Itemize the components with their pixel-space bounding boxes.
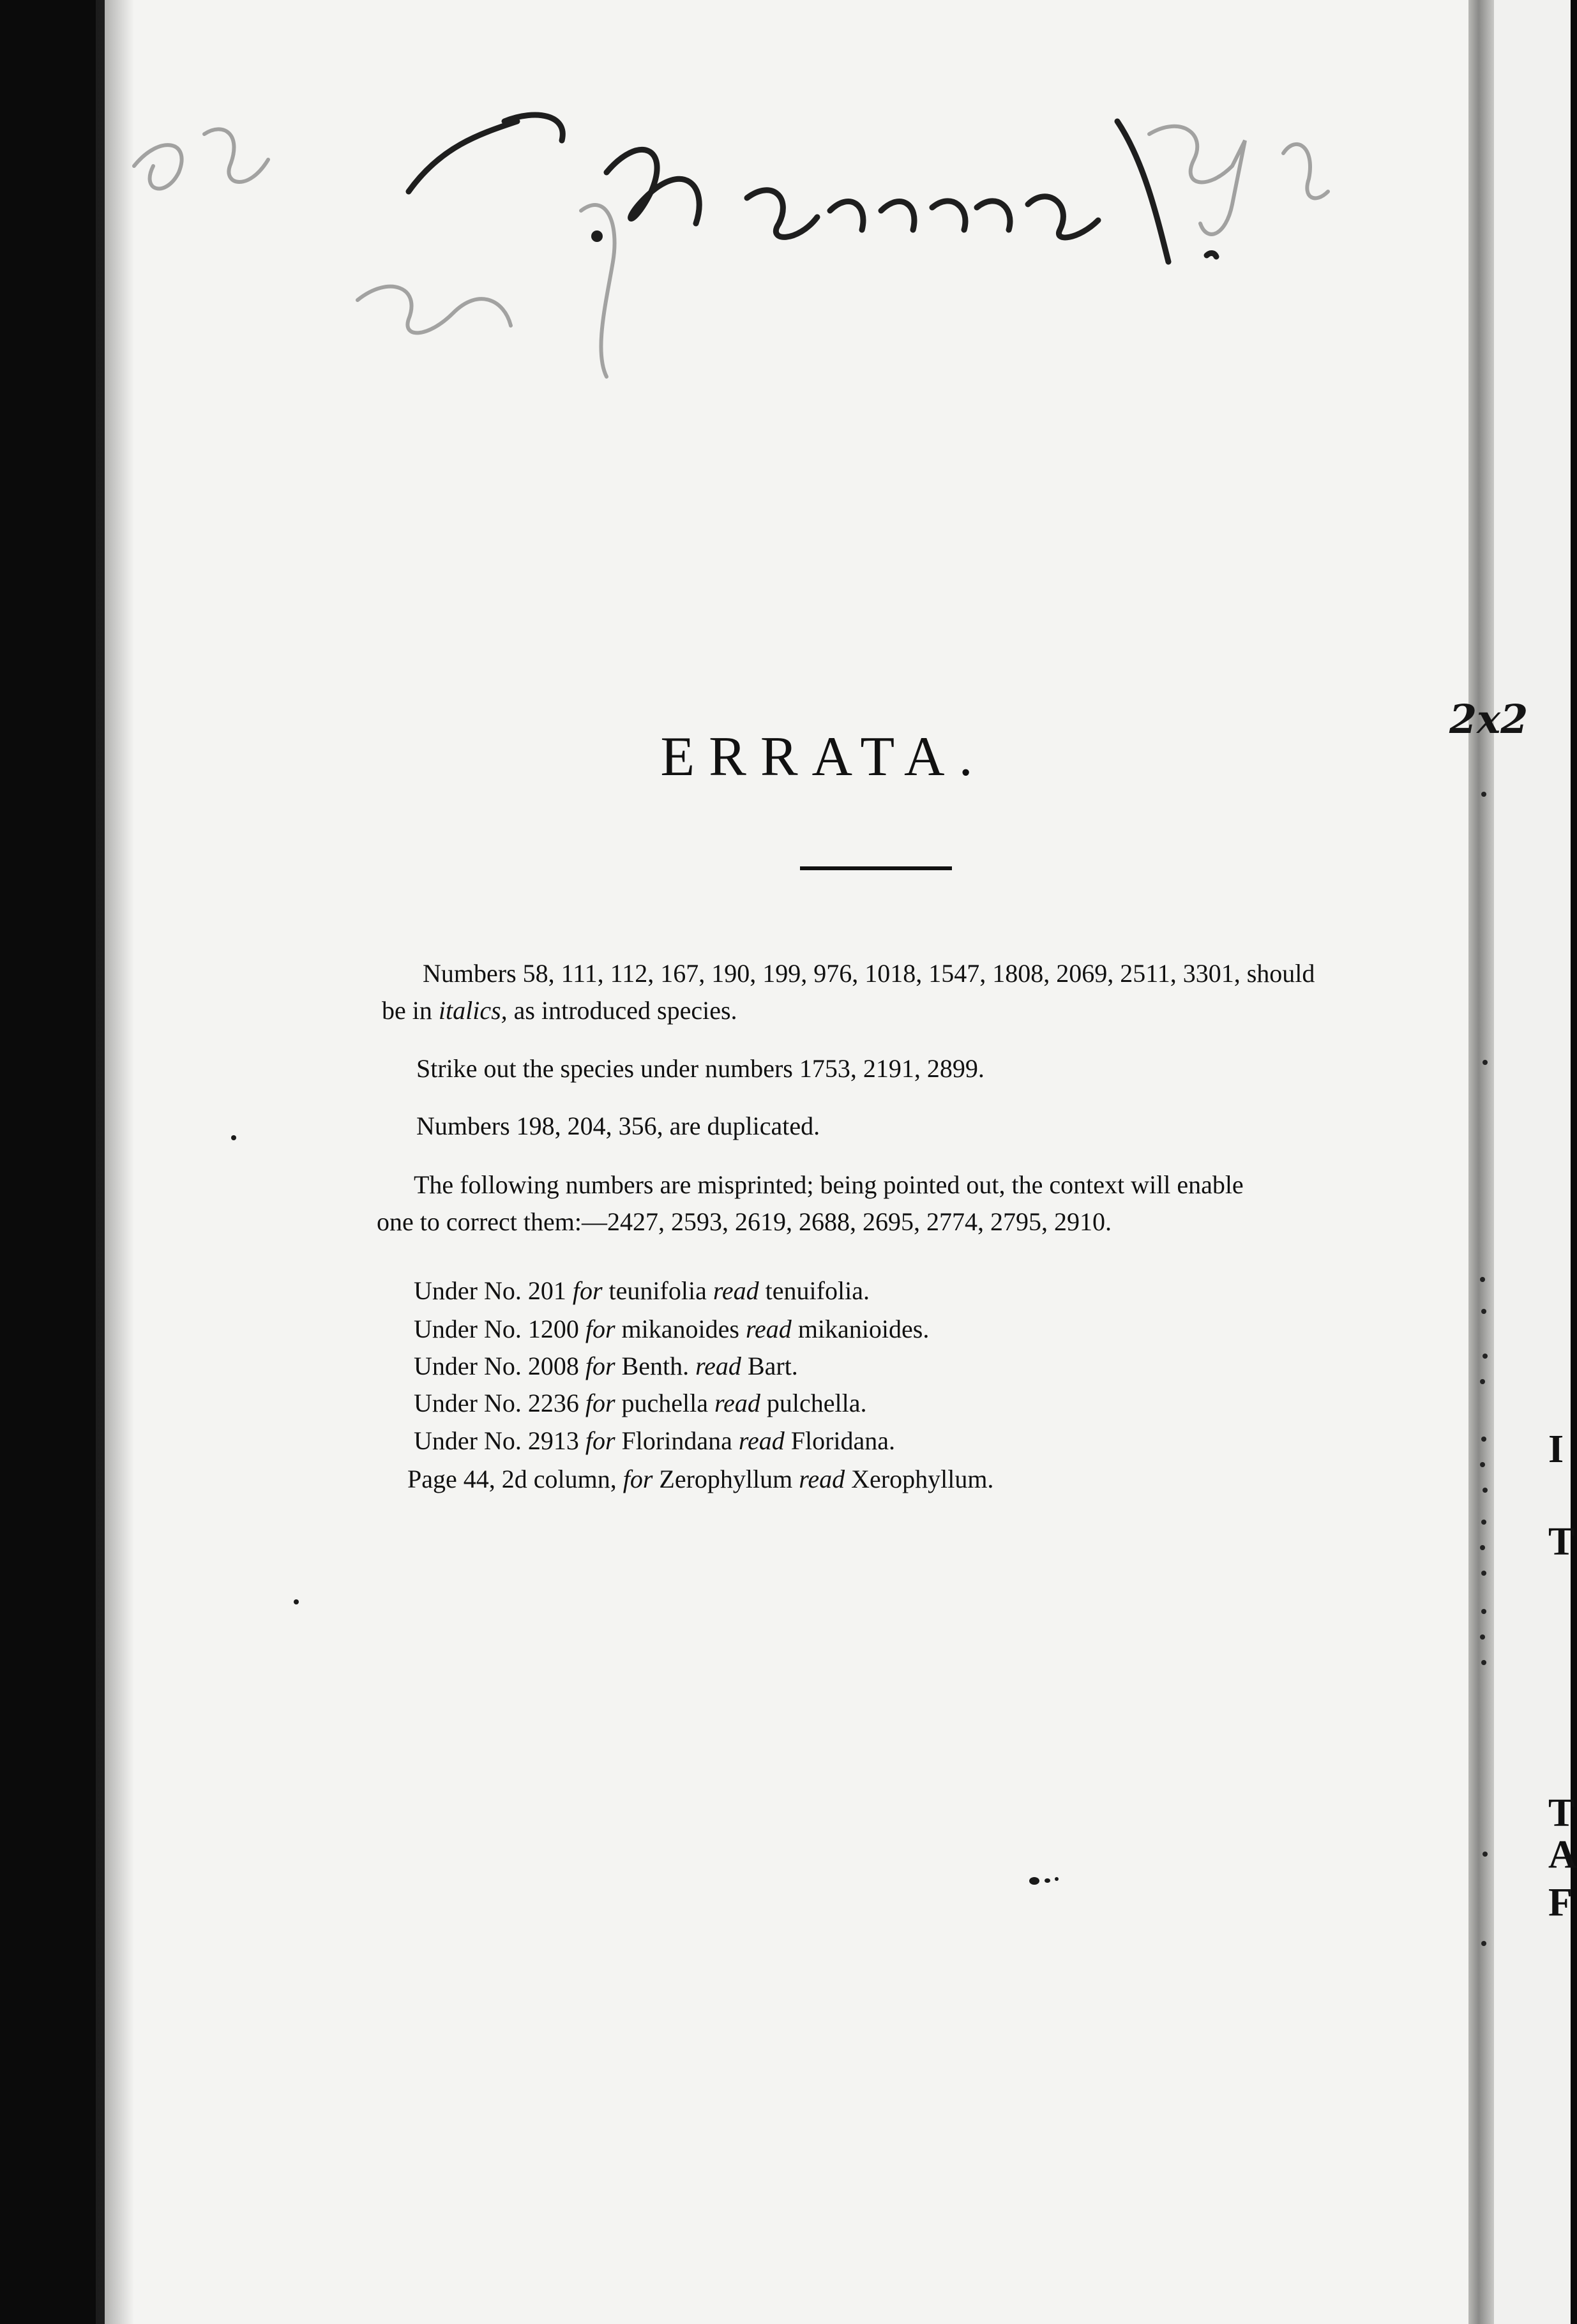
paragraph-line: Numbers 198, 204, 356, are duplicated. bbox=[416, 1112, 820, 1140]
correct-term: Floridana. bbox=[784, 1426, 896, 1455]
correction-line bbox=[407, 1464, 993, 1494]
wrong-term: Florindana bbox=[615, 1426, 739, 1455]
wrong-term: mikanoides bbox=[615, 1315, 746, 1343]
correction-ref: Under No. 201 bbox=[414, 1276, 573, 1305]
facing-page bbox=[1494, 0, 1577, 2324]
italic-read: read bbox=[695, 1352, 741, 1380]
page-title: ERRATA. bbox=[660, 726, 987, 788]
italic-read: read bbox=[799, 1465, 845, 1493]
facing-page-letter: T bbox=[1548, 1520, 1575, 1564]
correction-ref: Page 44, 2d column, bbox=[407, 1465, 623, 1493]
paper-speck bbox=[231, 1135, 236, 1140]
paper-speck bbox=[294, 1599, 299, 1604]
wrong-term: teunifolia bbox=[602, 1276, 713, 1305]
italic-read: read bbox=[714, 1389, 760, 1417]
correct-term: pulchella. bbox=[760, 1389, 867, 1417]
italic-for: for bbox=[585, 1315, 615, 1343]
errata-paragraph bbox=[416, 1050, 985, 1087]
margin-handwritten-note: 2x2 bbox=[1449, 696, 1528, 743]
correction-line bbox=[414, 1314, 929, 1344]
italic-for: for bbox=[622, 1465, 653, 1493]
wrong-term: puchella bbox=[615, 1389, 715, 1417]
correct-term: tenuifolia. bbox=[758, 1276, 870, 1305]
correction-ref: Under No. 1200 bbox=[414, 1315, 585, 1343]
facing-page-letter: F bbox=[1548, 1881, 1573, 1924]
correction-line bbox=[414, 1276, 870, 1306]
correction-ref: Under No. 2236 bbox=[414, 1389, 585, 1417]
paper-speck bbox=[1045, 1878, 1050, 1883]
italic-read: read bbox=[745, 1315, 792, 1343]
text-segment: be in bbox=[382, 996, 439, 1025]
page-gutter bbox=[1468, 0, 1494, 2324]
errata-paragraph bbox=[416, 1108, 820, 1145]
paper-speck bbox=[1029, 1877, 1039, 1885]
facing-page-letter: A bbox=[1548, 1833, 1577, 1876]
facing-page-letter: T bbox=[1548, 1792, 1575, 1835]
italic-for: for bbox=[585, 1389, 615, 1417]
correction-ref: Under No. 2913 bbox=[414, 1426, 585, 1455]
italic-for: for bbox=[585, 1426, 615, 1455]
correction-line bbox=[414, 1351, 798, 1381]
correction-line bbox=[414, 1426, 895, 1456]
errata-paragraph-continuation bbox=[377, 1204, 1112, 1241]
correction-line bbox=[414, 1388, 867, 1418]
paragraph-line: one to correct them:—2427, 2593, 2619, 2688, 2695, 2774, 2795, 2910. bbox=[377, 1207, 1112, 1236]
facing-page-letter: I bbox=[1548, 1428, 1564, 1471]
italic-for: for bbox=[572, 1276, 603, 1305]
correct-term: Bart. bbox=[741, 1352, 798, 1380]
italic-read: read bbox=[738, 1426, 785, 1455]
handwritten-inscription bbox=[121, 96, 1334, 383]
paragraph-line: The following numbers are misprinted; being pointed out, the context will enable bbox=[414, 1170, 1244, 1199]
italic-read: read bbox=[713, 1276, 759, 1305]
paragraph-line: Numbers 58, 111, 112, 167, 190, 199, 976, 1018, 1547, 1808, 2069, 2511, 3301, should bbox=[423, 959, 1315, 988]
paper-speck bbox=[1055, 1877, 1059, 1881]
title-rule bbox=[800, 866, 952, 870]
italic-text: italics, bbox=[438, 996, 508, 1025]
wrong-term: Zerophyllum bbox=[653, 1465, 799, 1493]
paragraph-line: Strike out the species under numbers 1753, 2191, 2899. bbox=[416, 1054, 985, 1083]
errata-paragraph bbox=[423, 955, 1315, 992]
errata-paragraph bbox=[414, 1166, 1244, 1204]
correct-term: Xerophyllum. bbox=[845, 1465, 994, 1493]
italic-for: for bbox=[585, 1352, 615, 1380]
correction-ref: Under No. 2008 bbox=[414, 1352, 585, 1380]
correct-term: mikanioides. bbox=[791, 1315, 930, 1343]
text-segment: as introduced species. bbox=[507, 996, 737, 1025]
errata-paragraph-continuation bbox=[382, 992, 737, 1029]
wrong-term: Benth. bbox=[615, 1352, 696, 1380]
